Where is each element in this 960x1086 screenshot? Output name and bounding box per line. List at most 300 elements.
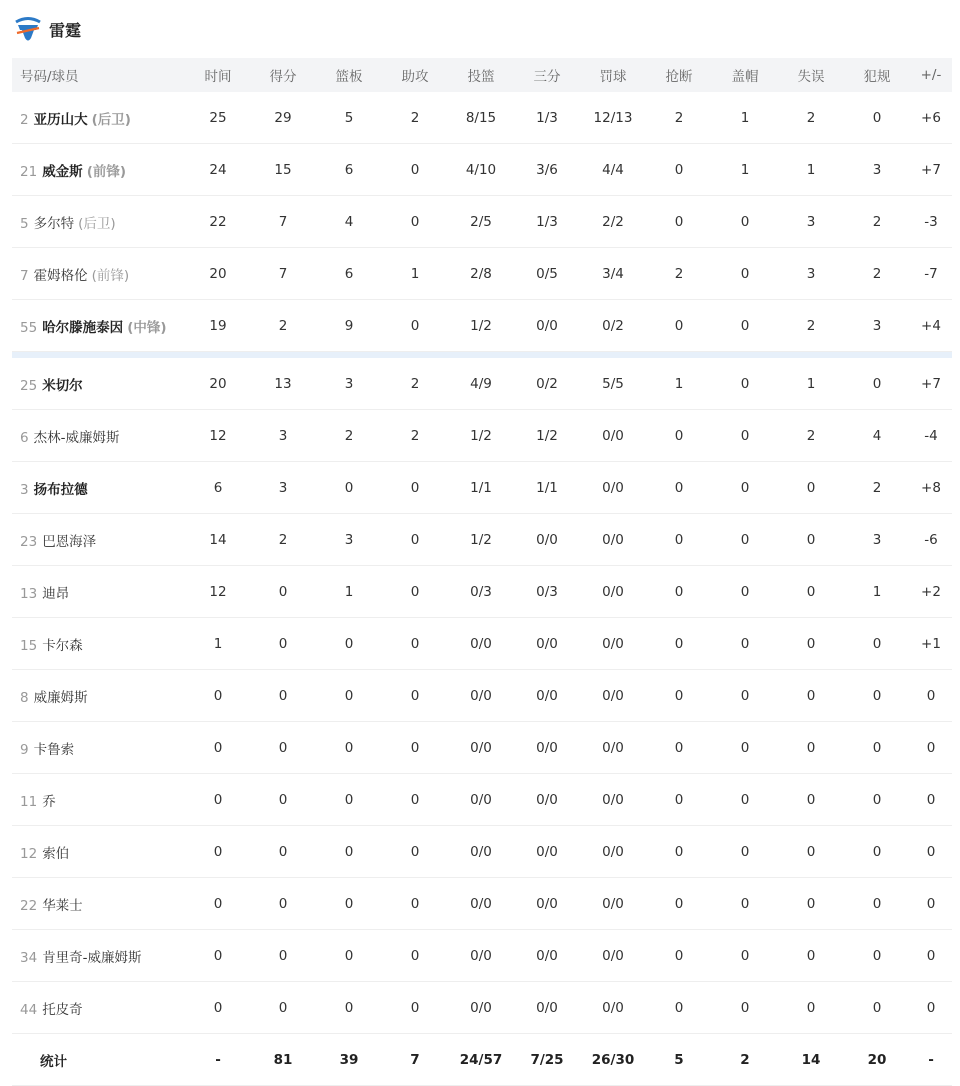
stat-cell: 13 — [250, 358, 316, 410]
stat-cell: +4 — [910, 300, 952, 352]
stat-cell: 0 — [910, 982, 952, 1034]
player-number: 12 — [20, 845, 38, 862]
player-position: (前锋) — [91, 267, 130, 284]
stat-cell: -6 — [910, 514, 952, 566]
stat-cell: 1/3 — [514, 196, 580, 248]
player-position: (前锋) — [86, 163, 127, 180]
stat-cell: 0/0 — [448, 878, 514, 930]
stat-cell: 0 — [712, 826, 778, 878]
stat-cell: 0 — [382, 196, 448, 248]
stat-cell: 2 — [844, 248, 910, 300]
stat-cell: 0 — [646, 196, 712, 248]
stat-cell: 0 — [910, 670, 952, 722]
player-name[interactable]: 威金斯 — [42, 163, 83, 180]
stat-cell: 0 — [646, 930, 712, 982]
stat-cell: 0 — [712, 982, 778, 1034]
player-position: (中锋) — [127, 319, 167, 336]
total-stat-cell: 7/25 — [514, 1034, 580, 1086]
stat-cell: 0/0 — [514, 722, 580, 774]
stat-cell: 0/0 — [580, 878, 646, 930]
player-cell[interactable] — [12, 722, 186, 774]
stat-cell: 4 — [316, 196, 382, 248]
stat-cell: 0 — [778, 618, 844, 670]
column-header[interactable]: 得分 — [250, 58, 316, 92]
stat-cell: 25 — [186, 92, 250, 144]
player-name[interactable]: 巴恩海泽 — [42, 533, 97, 550]
stat-cell: 0 — [712, 410, 778, 462]
player-cell[interactable] — [12, 618, 186, 670]
stat-cell: 0 — [712, 300, 778, 352]
totals-row — [12, 1034, 952, 1086]
stat-cell: 2 — [778, 92, 844, 144]
player-cell[interactable] — [12, 358, 186, 410]
stat-cell: 0 — [910, 774, 952, 826]
stat-cell: 0 — [646, 618, 712, 670]
player-cell[interactable] — [12, 670, 186, 722]
stat-cell: 3 — [778, 196, 844, 248]
stat-cell: 0 — [186, 982, 250, 1034]
player-cell[interactable] — [12, 196, 186, 248]
stat-cell: 0 — [316, 618, 382, 670]
stat-cell: 0 — [382, 722, 448, 774]
stat-cell: 1/1 — [448, 462, 514, 514]
stat-cell: 0 — [844, 670, 910, 722]
player-row[interactable] — [12, 410, 952, 462]
player-cell[interactable] — [12, 514, 186, 566]
player-name[interactable]: 卡尔森 — [42, 637, 83, 654]
stat-cell: 12 — [186, 410, 250, 462]
player-row[interactable] — [12, 248, 952, 300]
stat-cell: 29 — [250, 92, 316, 144]
stat-cell: 0 — [186, 774, 250, 826]
total-stat-cell: 7 — [382, 1034, 448, 1086]
stat-cell: 19 — [186, 300, 250, 352]
player-name[interactable]: 哈尔滕施泰因 — [42, 319, 124, 336]
stat-cell: 24 — [186, 144, 250, 196]
player-number: 8 — [20, 689, 29, 706]
stat-cell: 1 — [646, 358, 712, 410]
player-name[interactable]: 索伯 — [42, 845, 70, 862]
player-cell[interactable] — [12, 462, 186, 514]
stat-cell: +7 — [910, 358, 952, 410]
column-header[interactable]: 篮板 — [316, 58, 382, 92]
stat-cell: 0 — [316, 930, 382, 982]
stat-cell: 0 — [250, 878, 316, 930]
stat-cell: 4/4 — [580, 144, 646, 196]
stat-cell: 0 — [250, 826, 316, 878]
stat-cell: 0 — [844, 774, 910, 826]
stat-cell: 3 — [844, 514, 910, 566]
stat-cell: 0 — [382, 566, 448, 618]
stat-cell: 1 — [712, 144, 778, 196]
stat-cell: 1 — [844, 566, 910, 618]
player-row[interactable] — [12, 930, 952, 982]
stat-cell: 0 — [382, 774, 448, 826]
player-number: 15 — [20, 637, 38, 654]
stat-cell: 0/2 — [514, 358, 580, 410]
stat-cell: 0/0 — [580, 462, 646, 514]
stat-cell: 0 — [778, 826, 844, 878]
player-position: (后卫) — [78, 215, 116, 232]
stat-cell: 0 — [316, 878, 382, 930]
total-stat-cell: - — [186, 1034, 250, 1086]
stat-cell: 0 — [382, 930, 448, 982]
stat-cell: 0 — [646, 410, 712, 462]
player-row[interactable] — [12, 196, 952, 248]
stat-cell: 2 — [250, 300, 316, 352]
player-cell[interactable] — [12, 300, 186, 352]
stat-cell: 5/5 — [580, 358, 646, 410]
column-header[interactable]: 投篮 — [448, 58, 514, 92]
stat-cell: 3/4 — [580, 248, 646, 300]
player-name[interactable]: 迪昂 — [42, 585, 70, 602]
column-header[interactable]: 盖帽 — [712, 58, 778, 92]
player-number: 22 — [20, 897, 38, 914]
stat-cell: 3 — [844, 144, 910, 196]
player-row[interactable] — [12, 722, 952, 774]
stat-cell: 0 — [382, 618, 448, 670]
stat-cell: +6 — [910, 92, 952, 144]
stat-cell: 0/5 — [514, 248, 580, 300]
player-number: 9 — [20, 741, 29, 758]
stat-cell: 1 — [316, 566, 382, 618]
player-cell[interactable] — [12, 144, 186, 196]
stat-cell: 0 — [778, 982, 844, 1034]
player-row[interactable] — [12, 300, 952, 352]
player-number: 44 — [20, 1001, 38, 1018]
stat-cell: 0 — [844, 826, 910, 878]
stat-cell: 0/0 — [448, 618, 514, 670]
stat-cell: 0/0 — [448, 826, 514, 878]
player-name[interactable]: 华莱士 — [42, 897, 83, 914]
stat-cell: 0 — [844, 92, 910, 144]
stat-cell: 0 — [250, 982, 316, 1034]
player-number: 25 — [20, 377, 38, 394]
stat-cell: +8 — [910, 462, 952, 514]
player-number: 11 — [20, 793, 38, 810]
stat-cell: 9 — [316, 300, 382, 352]
stat-cell: 20 — [186, 248, 250, 300]
stat-cell: 1/2 — [448, 410, 514, 462]
total-stat-cell: 5 — [646, 1034, 712, 1086]
total-stat-cell: 39 — [316, 1034, 382, 1086]
stat-cell: 3 — [778, 248, 844, 300]
stat-cell: 5 — [316, 92, 382, 144]
stat-cell: 0 — [778, 878, 844, 930]
player-row[interactable] — [12, 566, 952, 618]
stat-cell: 0/0 — [514, 826, 580, 878]
stat-cell: 0/0 — [448, 930, 514, 982]
stat-cell: 2/2 — [580, 196, 646, 248]
player-row[interactable] — [12, 92, 952, 144]
stat-cell: 4 — [844, 410, 910, 462]
stat-cell: 0 — [712, 514, 778, 566]
stat-cell: 1/3 — [514, 92, 580, 144]
stat-cell: 0 — [778, 514, 844, 566]
column-header[interactable]: 抢断 — [646, 58, 712, 92]
stat-cell: 2 — [844, 196, 910, 248]
stat-cell: 0 — [712, 722, 778, 774]
player-number: 5 — [20, 215, 29, 232]
stat-cell: 0 — [712, 462, 778, 514]
stat-cell: 0 — [712, 358, 778, 410]
player-name[interactable]: 乔 — [42, 793, 56, 810]
stat-cell: 6 — [186, 462, 250, 514]
stat-cell: 0/0 — [580, 410, 646, 462]
stat-cell: 7 — [250, 248, 316, 300]
player-row[interactable] — [12, 982, 952, 1034]
stat-cell: 0/0 — [580, 722, 646, 774]
stat-cell: 0 — [646, 826, 712, 878]
player-cell[interactable] — [12, 774, 186, 826]
stat-cell: 0 — [646, 462, 712, 514]
stat-cell: 2 — [382, 358, 448, 410]
total-stat-cell: 81 — [250, 1034, 316, 1086]
stat-cell: 3 — [250, 462, 316, 514]
player-number: 21 — [20, 163, 38, 180]
stat-cell: 2 — [646, 248, 712, 300]
player-number: 23 — [20, 533, 38, 550]
total-stat-cell: 2 — [712, 1034, 778, 1086]
stat-cell: 0 — [910, 878, 952, 930]
stat-cell: 3 — [844, 300, 910, 352]
stat-cell: 3 — [316, 358, 382, 410]
stat-cell: 0 — [844, 930, 910, 982]
column-header[interactable]: 三分 — [514, 58, 580, 92]
stat-cell: 0 — [316, 462, 382, 514]
stat-cell: 0/0 — [580, 826, 646, 878]
stat-cell: 0 — [186, 878, 250, 930]
player-name[interactable]: 威廉姆斯 — [33, 689, 88, 706]
stat-cell: 0 — [316, 774, 382, 826]
stat-cell: 0 — [250, 618, 316, 670]
stat-cell: 0 — [186, 930, 250, 982]
stat-cell: 0 — [250, 566, 316, 618]
player-name[interactable]: 米切尔 — [42, 377, 83, 394]
stat-cell: 12 — [186, 566, 250, 618]
stat-cell: 0 — [250, 774, 316, 826]
stat-cell: 0/0 — [580, 514, 646, 566]
stat-cell: 0/0 — [514, 300, 580, 352]
stat-cell: 0 — [646, 722, 712, 774]
player-cell[interactable] — [12, 930, 186, 982]
total-stat-cell: 26/30 — [580, 1034, 646, 1086]
thunder-logo-icon — [13, 14, 43, 44]
total-stat-cell: - — [910, 1034, 952, 1086]
player-name[interactable]: 亚历山大 — [33, 111, 88, 128]
stat-cell: 3/6 — [514, 144, 580, 196]
stat-cell: 2 — [250, 514, 316, 566]
stat-cell: 15 — [250, 144, 316, 196]
stat-cell: 0 — [712, 196, 778, 248]
stat-cell: 0/2 — [580, 300, 646, 352]
player-cell[interactable] — [12, 826, 186, 878]
stat-cell: 0 — [382, 982, 448, 1034]
stat-cell: 0/0 — [580, 982, 646, 1034]
stat-cell: 0 — [186, 722, 250, 774]
stat-cell: 1 — [778, 144, 844, 196]
column-header-player[interactable]: 号码/球员 — [12, 58, 186, 92]
stat-cell: 0 — [250, 722, 316, 774]
column-header[interactable]: 时间 — [186, 58, 250, 92]
stat-cell: 0 — [778, 566, 844, 618]
stat-cell: 1/2 — [448, 514, 514, 566]
stat-cell: 0 — [250, 670, 316, 722]
stat-cell: 0 — [382, 144, 448, 196]
stat-cell: 0 — [712, 774, 778, 826]
player-number: 2 — [20, 111, 29, 128]
stat-cell: -3 — [910, 196, 952, 248]
stat-cell: 7 — [250, 196, 316, 248]
stat-cell: 0 — [316, 826, 382, 878]
total-stat-cell: 14 — [778, 1034, 844, 1086]
stat-cell: 0/0 — [514, 618, 580, 670]
stat-cell: 0 — [844, 618, 910, 670]
player-row[interactable] — [12, 618, 952, 670]
stat-cell: 0 — [382, 462, 448, 514]
stat-cell: 2 — [382, 92, 448, 144]
stat-cell: 0 — [382, 300, 448, 352]
stat-cell: 2 — [382, 410, 448, 462]
player-cell[interactable] — [12, 248, 186, 300]
stat-cell: 0 — [712, 618, 778, 670]
stat-cell: 0 — [316, 982, 382, 1034]
total-stat-cell: 24/57 — [448, 1034, 514, 1086]
totals-label: 统计 — [12, 1034, 186, 1086]
player-name[interactable]: 肯里奇-威廉姆斯 — [42, 949, 142, 966]
stat-cell: 3 — [250, 410, 316, 462]
player-number: 34 — [20, 949, 38, 966]
stat-cell: 0 — [910, 930, 952, 982]
player-name[interactable]: 扬布拉德 — [33, 481, 88, 498]
stat-cell: 0 — [316, 722, 382, 774]
stat-cell: 0/0 — [580, 774, 646, 826]
stat-cell: 0/0 — [580, 930, 646, 982]
total-stat-cell: 20 — [844, 1034, 910, 1086]
stat-cell: 2 — [778, 300, 844, 352]
column-header[interactable]: 罚球 — [580, 58, 646, 92]
stat-cell: 2/8 — [448, 248, 514, 300]
stat-cell: 0 — [712, 670, 778, 722]
stat-cell: 0 — [186, 826, 250, 878]
player-row[interactable] — [12, 878, 952, 930]
stat-cell: 0 — [646, 144, 712, 196]
stat-cell: 0 — [646, 878, 712, 930]
stat-cell: 0 — [778, 722, 844, 774]
column-header[interactable]: 失误 — [778, 58, 844, 92]
column-header[interactable]: 犯规 — [844, 58, 910, 92]
player-row[interactable] — [12, 462, 952, 514]
stat-cell: 0 — [646, 300, 712, 352]
column-header[interactable]: 助攻 — [382, 58, 448, 92]
stat-cell: 2/5 — [448, 196, 514, 248]
stat-cell: -7 — [910, 248, 952, 300]
player-number: 6 — [20, 429, 29, 446]
stat-cell: 3 — [316, 514, 382, 566]
player-row[interactable] — [12, 826, 952, 878]
stat-cell: 0 — [646, 566, 712, 618]
stat-cell: 0 — [382, 514, 448, 566]
stat-cell: 0 — [382, 826, 448, 878]
stat-cell: 4/10 — [448, 144, 514, 196]
stat-cell: 0/0 — [514, 514, 580, 566]
stat-cell: 0/0 — [514, 930, 580, 982]
player-row[interactable] — [12, 774, 952, 826]
player-name[interactable]: 多尔特 — [33, 215, 75, 232]
stat-cell: 0/0 — [448, 982, 514, 1034]
stat-cell: 0/0 — [514, 774, 580, 826]
stat-cell: 0/0 — [448, 670, 514, 722]
player-name[interactable]: 霍姆格伦 — [33, 267, 88, 284]
stat-cell: 0/0 — [580, 670, 646, 722]
stat-cell: 0 — [778, 670, 844, 722]
stat-cell: 6 — [316, 144, 382, 196]
stat-cell: 0 — [712, 930, 778, 982]
stat-cell: 0 — [646, 774, 712, 826]
player-name[interactable]: 卡鲁索 — [33, 741, 75, 758]
player-row[interactable] — [12, 514, 952, 566]
player-name[interactable]: 杰林-威廉姆斯 — [33, 429, 120, 446]
stat-cell: 0 — [778, 774, 844, 826]
stat-cell: +1 — [910, 618, 952, 670]
stat-cell: 0 — [646, 514, 712, 566]
stat-cell: 1 — [382, 248, 448, 300]
table-header-row — [12, 58, 952, 92]
stat-cell: 0 — [382, 878, 448, 930]
stat-cell: 0 — [778, 462, 844, 514]
stat-cell: 22 — [186, 196, 250, 248]
stat-cell: 0 — [844, 982, 910, 1034]
stat-cell: 0 — [712, 566, 778, 618]
player-row[interactable] — [12, 144, 952, 196]
player-name[interactable]: 托皮奇 — [42, 1001, 83, 1018]
player-row[interactable] — [12, 358, 952, 410]
stat-cell: 0 — [778, 930, 844, 982]
stat-cell: 2 — [778, 410, 844, 462]
stat-cell: 0/0 — [580, 618, 646, 670]
player-cell[interactable] — [12, 92, 186, 144]
stat-cell: 0 — [712, 248, 778, 300]
stat-cell: 14 — [186, 514, 250, 566]
stat-cell: 0 — [844, 358, 910, 410]
stat-cell: 0/0 — [514, 670, 580, 722]
player-row[interactable] — [12, 670, 952, 722]
stat-cell: 2 — [844, 462, 910, 514]
stat-cell: 0 — [910, 722, 952, 774]
column-header[interactable]: +/- — [910, 58, 952, 92]
stat-cell: 0 — [646, 982, 712, 1034]
stat-cell: 0/0 — [514, 878, 580, 930]
stat-cell: 0 — [844, 722, 910, 774]
stat-cell: 0 — [316, 670, 382, 722]
stat-cell: 1 — [186, 618, 250, 670]
stat-cell: 0/0 — [580, 566, 646, 618]
stat-cell: 0 — [382, 670, 448, 722]
stat-cell: 0 — [910, 826, 952, 878]
player-number: 55 — [20, 319, 38, 336]
box-score-table — [12, 58, 952, 1086]
player-cell[interactable] — [12, 410, 186, 462]
stat-cell: 1 — [712, 92, 778, 144]
player-cell[interactable] — [12, 982, 186, 1034]
player-cell[interactable] — [12, 566, 186, 618]
stat-cell: 4/9 — [448, 358, 514, 410]
stat-cell: 0/3 — [514, 566, 580, 618]
stat-cell: 0 — [712, 878, 778, 930]
stat-cell: 0/3 — [448, 566, 514, 618]
player-cell[interactable] — [12, 878, 186, 930]
player-number: 3 — [20, 481, 29, 498]
